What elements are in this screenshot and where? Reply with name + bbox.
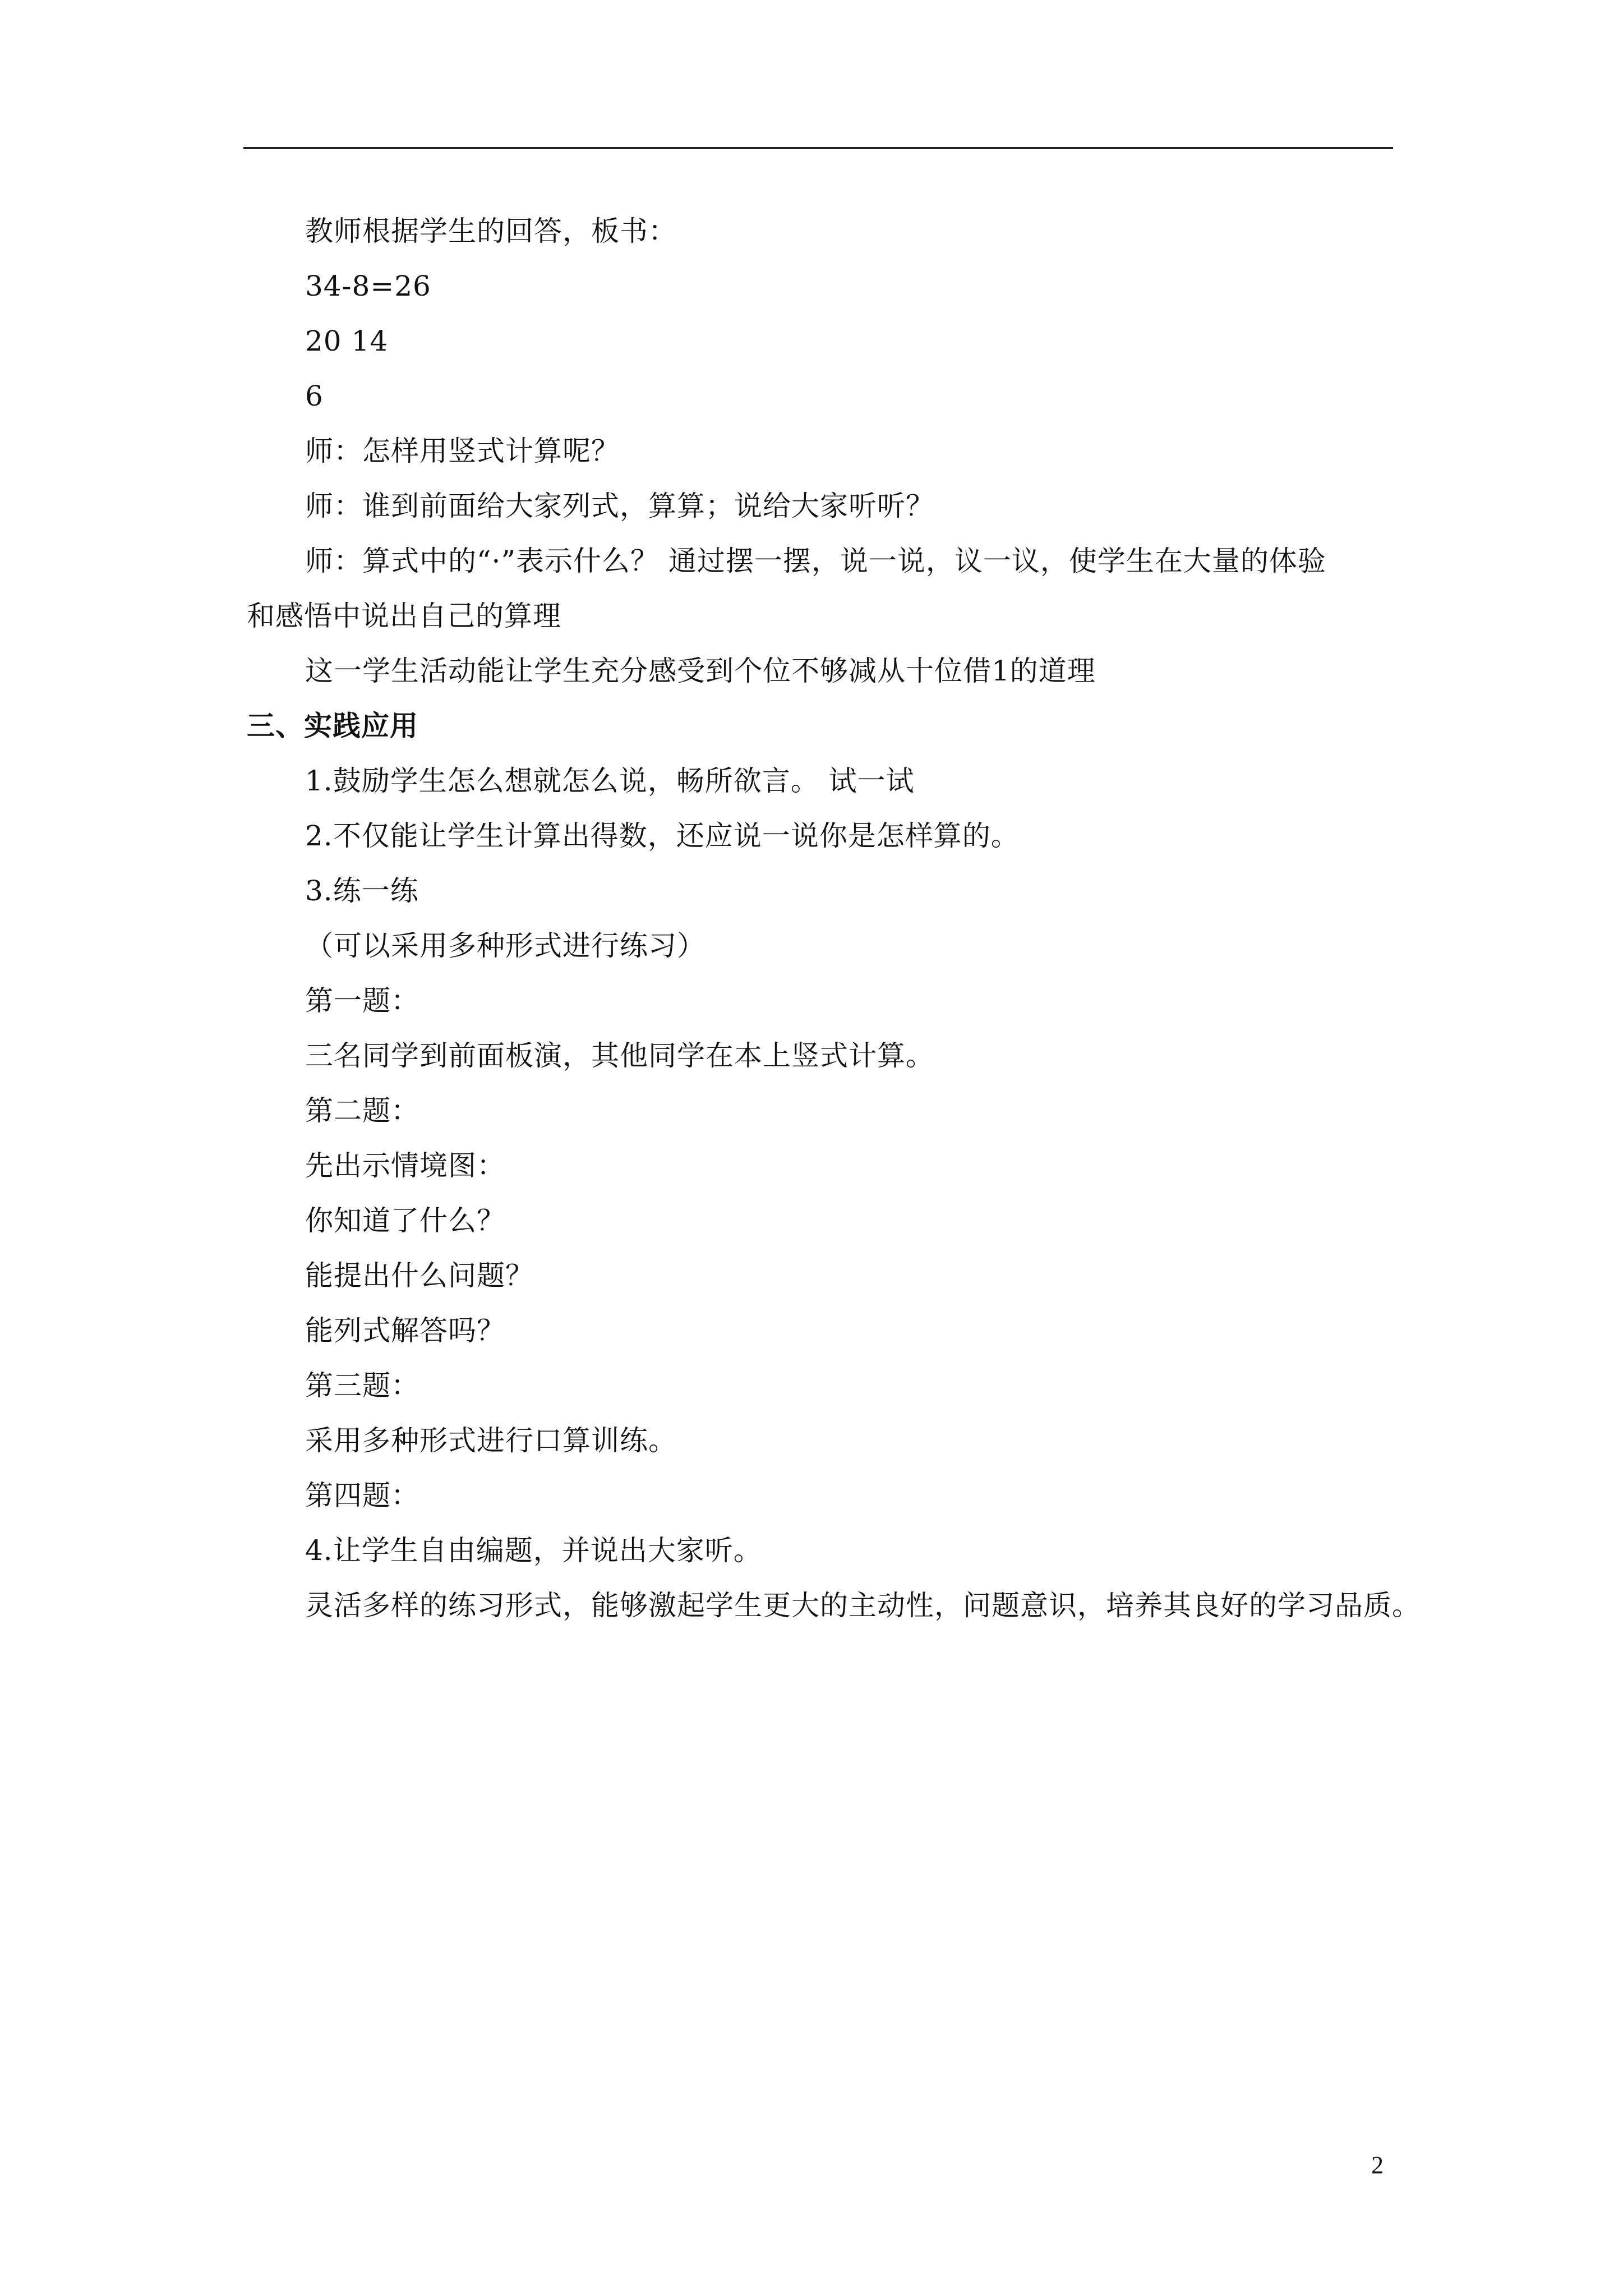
activity-summary: 这一学生活动能让学生充分感受到个位不够减从十位借1的道理	[305, 655, 1096, 687]
exercise-2-step-1: 先出示情境图：	[305, 1149, 505, 1182]
exercise-4-label: 第四题：	[305, 1479, 419, 1512]
header-rule	[243, 147, 1393, 149]
exercise-2-step-2: 你知道了什么？	[305, 1204, 505, 1237]
practice-item-1: 1.鼓励学生怎么想就怎么说，畅所欲言。 试一试	[305, 765, 915, 797]
exercise-2-label: 第二题：	[305, 1094, 419, 1127]
teacher-question-3: 师：算式中的“·”表示什么？ 通过摆一摆，说一说，议一议，使学生在大量的体验	[305, 545, 1326, 577]
section-heading-practice: 三、实践应用	[247, 709, 418, 742]
teacher-question-3-continued: 和感悟中说出自己的算理	[247, 600, 561, 632]
teacher-question-2: 师：谁到前面给大家列式，算算；说给大家听听？	[305, 490, 934, 522]
exercise-3-label: 第三题：	[305, 1369, 419, 1402]
exercise-3-text: 采用多种形式进行口算训练。	[305, 1424, 677, 1457]
equation-line: 34-8=26	[305, 270, 431, 302]
practice-item-2: 2.不仅能让学生计算出得数，还应说一说你是怎样算的。	[305, 820, 1020, 852]
page-number: 2	[1371, 2151, 1384, 2179]
practice-item-4: 4.让学生自由编题，并说出大家听。	[305, 1534, 762, 1567]
decomposition-line: 20 14	[305, 325, 389, 357]
exercise-1-label: 第一题：	[305, 984, 419, 1017]
practice-note: （可以采用多种形式进行练习）	[305, 930, 706, 962]
paragraph-teacher-boardwork: 教师根据学生的回答，板书：	[305, 215, 677, 247]
teacher-question-1: 师：怎样用竖式计算呢？	[305, 435, 620, 467]
exercise-2-step-4: 能列式解答吗？	[305, 1314, 505, 1347]
exercise-2-step-3: 能提出什么问题？	[305, 1259, 534, 1292]
practice-item-3: 3.练一练	[305, 875, 419, 907]
decomposition-result-line: 6	[305, 380, 324, 412]
practice-summary: 灵活多样的练习形式，能够激起学生更大的主动性，问题意识，培养其良好的学习品质。	[305, 1589, 1421, 1622]
exercise-1-text: 三名同学到前面板演，其他同学在本上竖式计算。	[305, 1039, 934, 1072]
